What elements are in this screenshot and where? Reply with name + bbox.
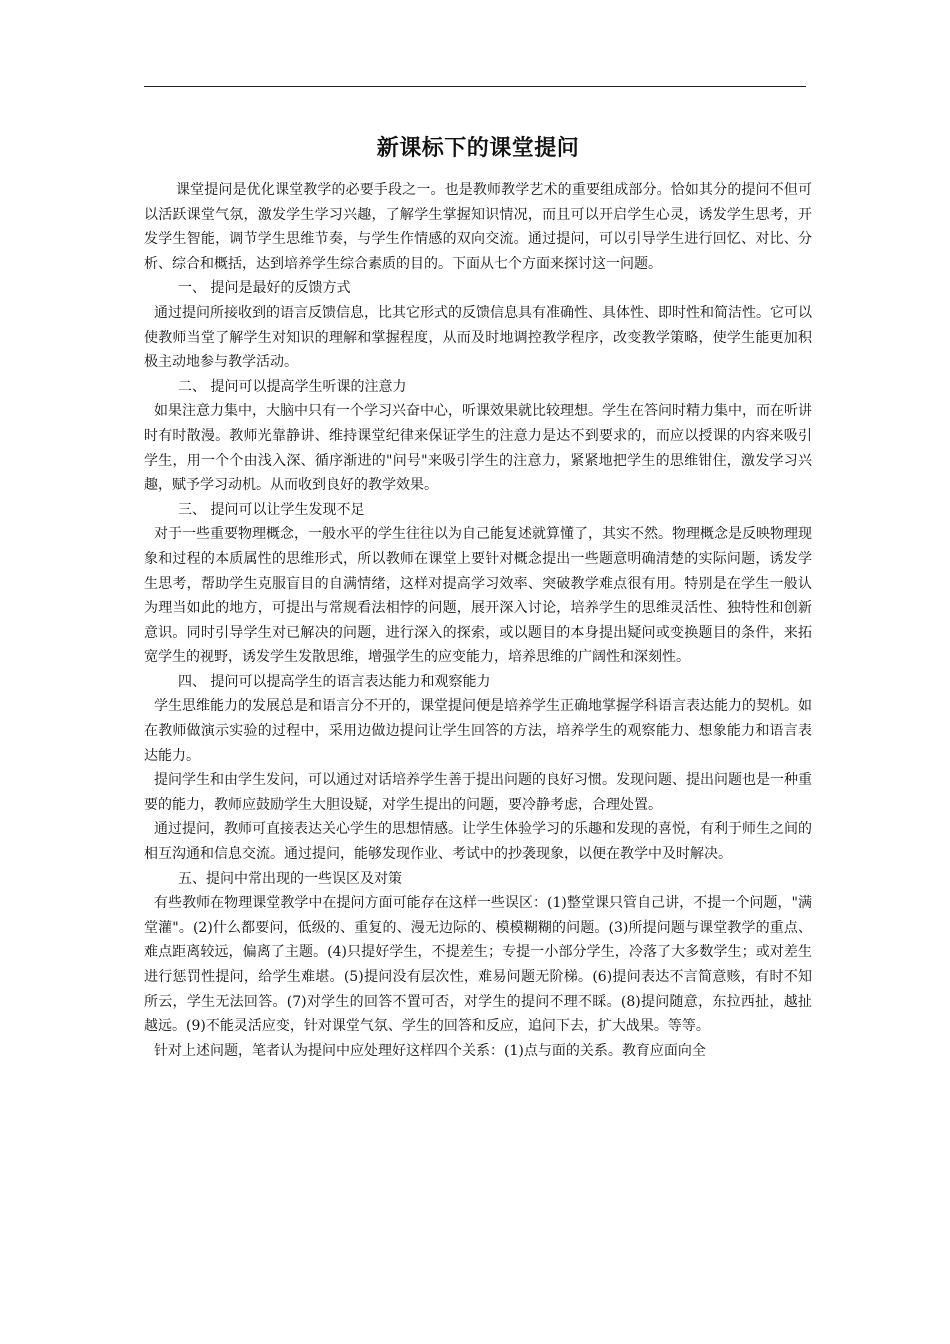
section-paragraph-5a: 有些教师在物理课堂教学中在提问方面可能存在这样一些误区：(1)整堂课只管自己讲，不提一个问题，"满堂灌"。(2)什么都要问，低级的、重复的、漫无边际的、模模糊糊的问题。(3)所提问题与课堂教学的重点、难点距离较远，偏离了主题。(4)只提好学生，不提差生；专提一小部分学生，冷落了大多数学生；或对差生进行惩罚性提问，给学生难堪。(5)提问没有层次性，难易问题无阶梯。(6)提问表达不言简意赅，有时不知所云，学生无法回答。(7)对学生的回答不置可否，对学生的提问不理不睬。(8)提问随意，东拉西扯，越扯越远。(9)不能灵活应变，针对课堂气氛、学生的回答和反应，追问下去，扩大战果。等等。 [144, 895, 812, 1035]
section-heading-5: 五、提问中常出现的一些误区及对策 [178, 870, 402, 887]
section-paragraph-1: 通过提问所接收到的语言反馈信息，比其它形式的反馈信息具有准确性、具体性、即时性和简洁性。它可以使教师当堂了解学生对知识的理解和掌握程度，从而及时地调控教学程序，改变教学策略，使学生能更加积极主动地参与教学活动。 [144, 304, 812, 371]
intro-paragraph: 课堂提问是优化课堂教学的必要手段之一。也是教师教学艺术的重要组成部分。恰如其分的提问不但可以活跃课堂气氛，激发学生学习兴趣，了解学生掌握知识情况，而且可以开启学生心灵，诱发学生思考，开发学生智能，调节学生思维节奏，与学生作情感的双向交流。通过提问，可以引导学生进行回忆、对比、分析、综合和概括，达到培养学生综合素质的目的。下面从七个方面来探讨这一问题。 [144, 182, 812, 272]
section-paragraph-5b: 针对上述问题，笔者认为提问中应处理好这样四个关系：(1)点与面的关系。教育应面向全 [154, 1042, 706, 1059]
section-paragraph-4b: 提问学生和由学生发问，可以通过对话培养学生善于提出问题的良好习惯。发现问题、提出问题也是一种重要的能力，教师应鼓励学生大胆设疑，对学生提出的问题，要冷静考虑，合理处置。 [144, 772, 812, 813]
header-rule [144, 86, 806, 87]
section-paragraph-3: 对于一些重要物理概念，一般水平的学生往往以为自己能复述就算懂了，其实不然。物理概念是反映物理现象和过程的本质属性的思维形式，所以教师在课堂上要针对概念提出一些题意明确清楚的实际问题，诱发学生思考，帮助学生克服盲目的自满情绪，这样对提高学习效率、突破教学难点很有用。特别是在学生一般认为理当如此的地方，可提出与常规看法相悖的问题，展开深入讨论，培养学生的思维灵活性、独特性和创新意识。同时引导学生对已解决的问题，进行深入的探索，或以题目的本身提出疑问或变换题目的条件，来拓宽学生的视野，诱发学生发散思维，增强学生的应变能力，培养思维的广阔性和深刻性。 [144, 526, 812, 666]
document-body [144, 128, 812, 1063]
section-heading-4: 四、 提问可以提高学生的语言表达能力和观察能力 [178, 673, 491, 690]
section-paragraph-2: 如果注意力集中，大脑中只有一个学习兴奋中心，听课效果就比较理想。学生在答问时精力集中，而在听讲时有时散漫。教师光靠静讲、维持课堂纪律来保证学生的注意力是达不到要求的，而应以授课的内容来吸引学生，用一个个由浅入深、循序渐进的"问号"来吸引学生的注意力，紧紧地把学生的思维钳住，激发学习兴趣，赋予学习动机。从而收到良好的教学效果。 [144, 403, 812, 494]
section-paragraph-4c: 通过提问，教师可直接表达关心学生的思想情感。让学生体验学习的乐趣和发现的喜悦，有利于师生之间的相互沟通和信息交流。通过提问，能够发现作业、考试中的抄袭现象，以便在教学中及时解决。 [144, 821, 812, 863]
page-title: 新课标下的课堂提问 [376, 135, 580, 161]
section-heading-3: 三、 提问可以让学生发现不足 [178, 501, 365, 518]
section-heading-1: 一、 提问是最好的反馈方式 [178, 280, 351, 297]
section-paragraph-4a: 学生思维能力的发展总是和语言分不开的，课堂提问便是培养学生正确地掌握学科语言表达能力的契机。如在教师做演示实验的过程中，采用边做边提问让学生回答的方法，培养学生的观察能力、想象能力和语言表达能力。 [144, 698, 812, 764]
section-heading-2: 二、 提问可以提高学生听课的注意力 [178, 378, 407, 395]
